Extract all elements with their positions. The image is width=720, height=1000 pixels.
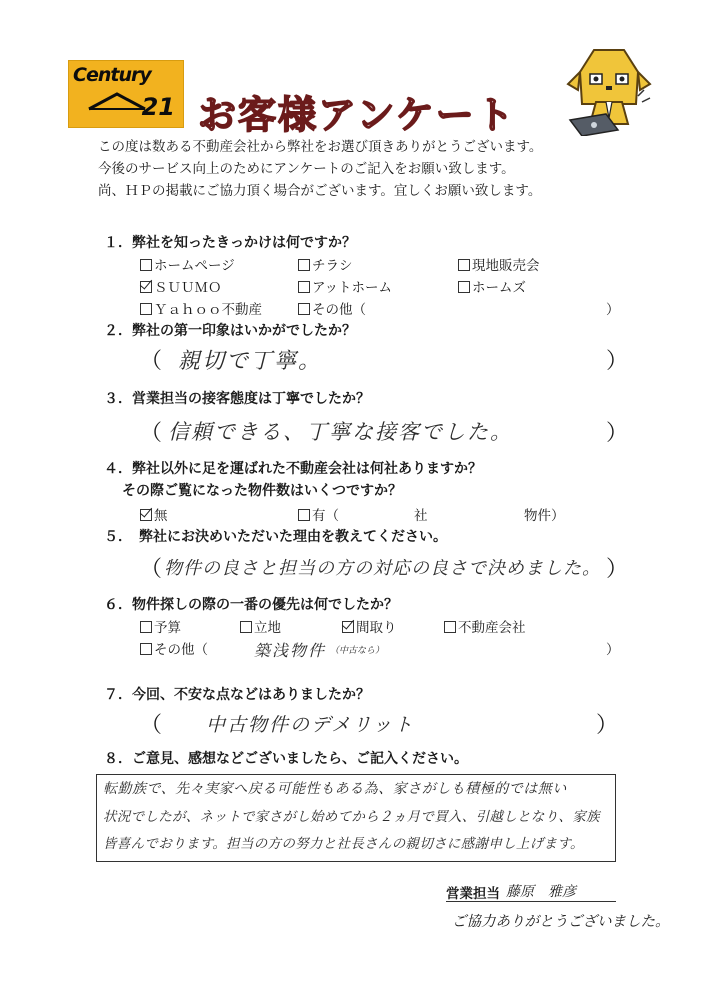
- question-4-sub: その際ご覧になった物件数はいくつですか？: [122, 483, 402, 499]
- option-label: Ｙａｈｏｏ不動産: [154, 302, 262, 318]
- q1-option-yahoo[interactable]: [140, 298, 262, 318]
- checkbox[interactable]: [140, 643, 152, 655]
- q1-option-flyer[interactable]: [298, 254, 353, 274]
- paren-open: （: [140, 713, 163, 738]
- option-label: 間取り: [356, 620, 397, 636]
- q4-option-none[interactable]: [140, 504, 168, 524]
- q6-option-layout[interactable]: [342, 616, 397, 636]
- intro-line-3: 尚、ＨＰの掲載にご協力頂く場合がございます。宜しくお願い致します。: [98, 183, 542, 199]
- checkbox-checked[interactable]: [140, 281, 152, 293]
- logo-number: 21: [141, 93, 175, 121]
- checkbox[interactable]: [298, 303, 310, 315]
- house-roof-icon: [87, 91, 147, 111]
- comment-line-1: 転勤族で、先々実家へ戻る可能性もある為、家さがしも積極的では無い: [103, 781, 567, 797]
- logo-word: Century: [73, 64, 151, 86]
- q2-answer[interactable]: 親切で丁寧。: [178, 349, 323, 374]
- question-8: ８．ご意見、感想などございましたら、ご記入ください。: [104, 751, 468, 767]
- staff-name: 藤原 雅彦: [506, 884, 576, 900]
- q7-answer[interactable]: 中古物件のデメリット: [206, 714, 415, 736]
- checkbox[interactable]: [298, 259, 310, 271]
- question-6: ６．物件探しの際の一番の優先は何でしたか？: [104, 597, 398, 613]
- q1-option-athome[interactable]: [298, 276, 392, 296]
- staff-label: 営業担当: [446, 886, 500, 902]
- question-1: １．弊社を知ったきっかけは何ですか？: [104, 235, 356, 251]
- q4-option-yes[interactable]: [298, 504, 339, 524]
- question-5: ５． 弊社にお決めいただいた理由を教えてください。: [104, 529, 447, 545]
- option-label: ＳＵＵＭＯ: [154, 280, 222, 296]
- q1-option-suumo[interactable]: [140, 276, 222, 296]
- option-label: その他（: [312, 302, 366, 318]
- comment-box[interactable]: [96, 774, 616, 862]
- century21-logo: [68, 60, 184, 128]
- option-label: 立地: [254, 620, 281, 636]
- option-label: アットホーム: [312, 280, 393, 296]
- question-7: ７．今回、不安な点などはありましたか？: [104, 687, 370, 703]
- q1-option-other[interactable]: [298, 298, 366, 318]
- option-label: チラシ: [312, 258, 353, 274]
- q1-option-open-house[interactable]: [458, 254, 540, 274]
- q6-option-location[interactable]: [240, 616, 281, 636]
- intro-line-2: 今後のサービス向上のためにアンケートのご記入をお願い致します。: [98, 161, 515, 177]
- page-title: お客様アンケート: [198, 92, 516, 137]
- q3-answer[interactable]: 信頼できる、丁寧な接客でした。: [168, 420, 513, 444]
- option-label: ホームズ: [472, 280, 526, 296]
- option-label: 現地販売会: [472, 258, 540, 274]
- question-3: ３．営業担当の接客態度は丁寧でしたか？: [104, 391, 370, 407]
- q6-option-other[interactable]: [140, 638, 208, 658]
- option-label: ホームページ: [154, 258, 235, 274]
- checkbox-checked[interactable]: [342, 621, 354, 633]
- checkbox-checked[interactable]: [140, 509, 152, 521]
- q6-option-agency[interactable]: [444, 616, 526, 636]
- checkbox[interactable]: [298, 281, 310, 293]
- q6-other-close: ）: [606, 642, 620, 658]
- q4-company-unit: 社: [414, 508, 428, 524]
- option-label: 不動産会社: [458, 620, 526, 636]
- question-4: ４．弊社以外に足を運ばれた不動産会社は何社ありますか？: [104, 461, 482, 477]
- checkbox[interactable]: [444, 621, 456, 633]
- checkbox[interactable]: [298, 509, 310, 521]
- paren-close: ）: [606, 421, 629, 446]
- q6-option-budget[interactable]: [140, 616, 181, 636]
- q6-other-answer[interactable]: 築浅物件: [254, 641, 327, 660]
- paren-close: ）: [606, 557, 629, 582]
- checkbox[interactable]: [140, 621, 152, 633]
- option-label: 無: [154, 508, 168, 524]
- q1-option-homepage[interactable]: [140, 254, 235, 274]
- paren-close: ）: [596, 713, 619, 738]
- paren-open: （: [140, 557, 163, 582]
- paren-open: （: [140, 349, 163, 374]
- q5-answer[interactable]: 物件の良さと担当の方の対応の良さで決めました。: [164, 558, 601, 579]
- option-label: その他（: [154, 642, 208, 658]
- checkbox[interactable]: [240, 621, 252, 633]
- q1-other-close: ）: [606, 302, 620, 318]
- comment-line-3: 皆喜んでおります。担当の方の努力と社長さんの親切さに感謝申し上げます。: [103, 836, 584, 852]
- option-label: 予算: [154, 620, 181, 636]
- checkbox[interactable]: [140, 303, 152, 315]
- option-label: 有（: [312, 508, 339, 524]
- checkbox[interactable]: [458, 281, 470, 293]
- mascot-with-laptop-icon: [566, 44, 652, 136]
- question-2: ２．弊社の第一印象はいかがでしたか？: [104, 323, 356, 339]
- staff-underline: [446, 901, 616, 902]
- paren-open: （: [140, 421, 163, 446]
- checkbox[interactable]: [140, 259, 152, 271]
- q4-property-unit: 物件）: [524, 508, 565, 524]
- paren-close: ）: [606, 349, 629, 374]
- thanks-message: ご協力ありがとうございました。: [452, 914, 670, 930]
- intro-line-1: この度は数ある不動産会社から弊社をお選び頂きありがとうございます。: [98, 139, 543, 155]
- comment-line-2: 状況でしたが、ネットで家さがし始めてから２ヵ月で買入、引越しとなり、家族: [103, 809, 600, 825]
- checkbox[interactable]: [458, 259, 470, 271]
- q6-other-note: （中古なら）: [330, 646, 385, 656]
- q1-option-homes[interactable]: [458, 276, 526, 296]
